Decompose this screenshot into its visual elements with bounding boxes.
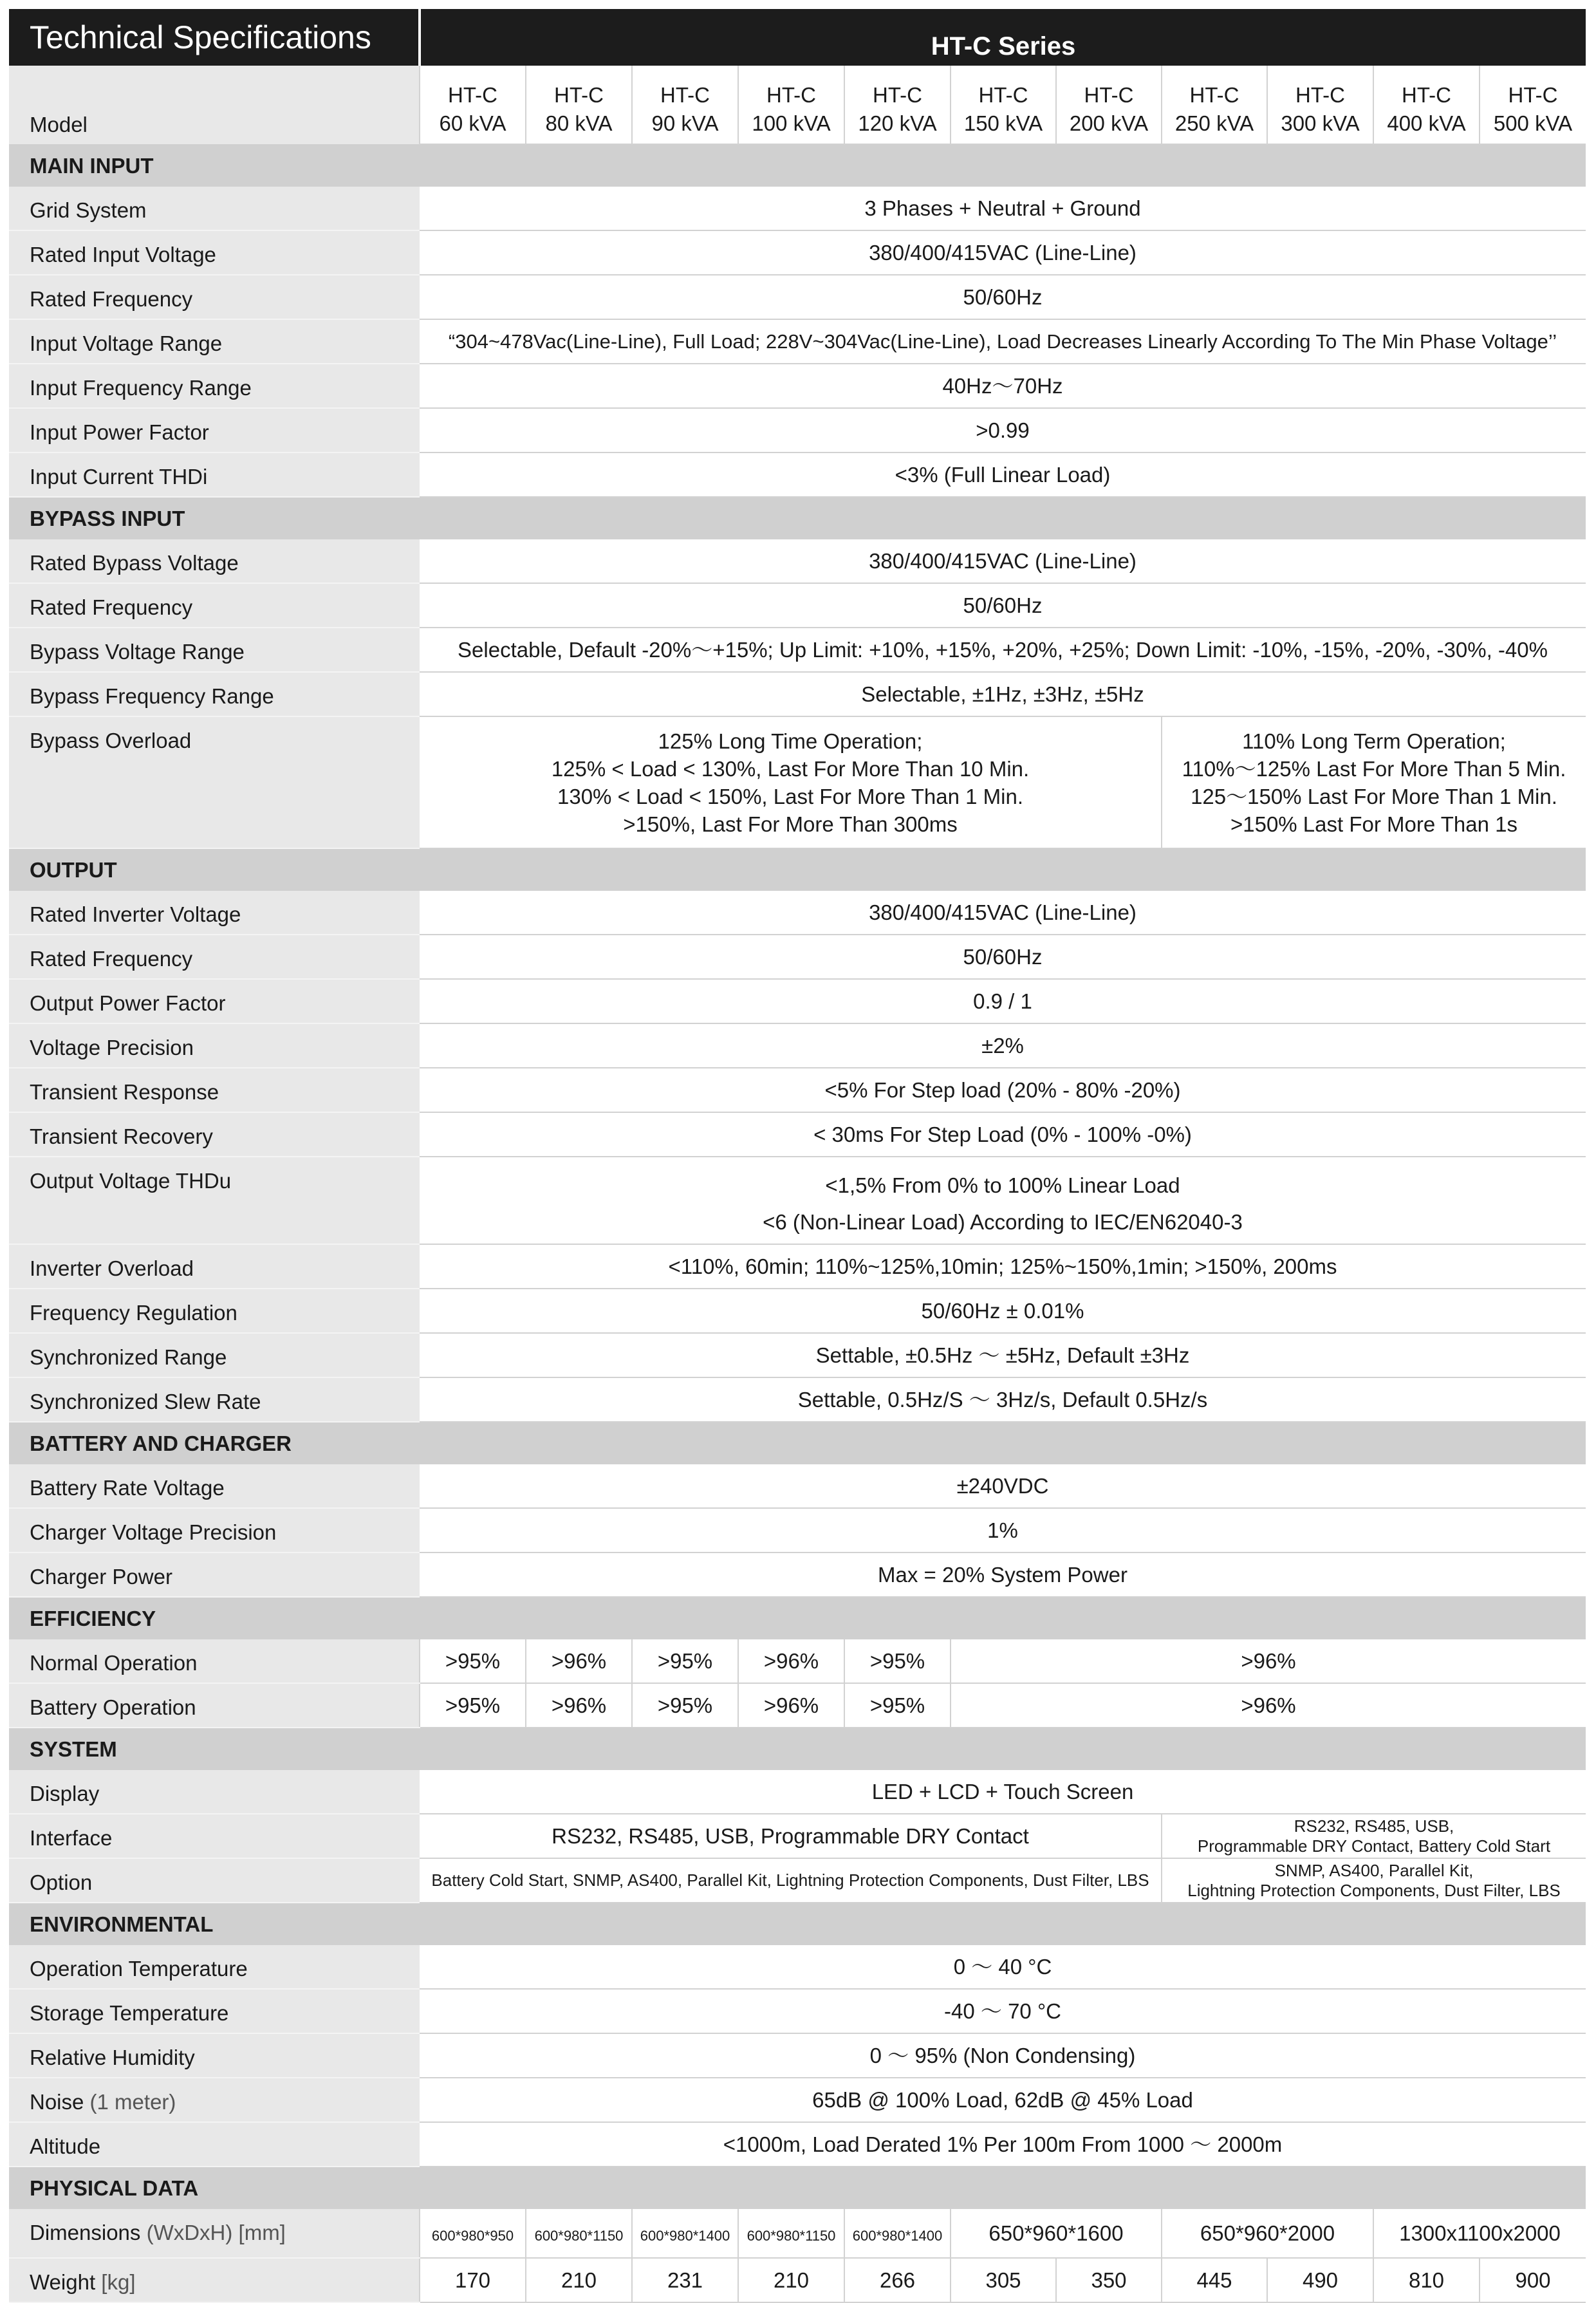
model-label: Model [9, 66, 420, 144]
row-label: Rated Frequency [9, 275, 420, 319]
weight-label: Weight [30, 2270, 96, 2294]
weight-value: 231 [632, 2258, 738, 2302]
row-label: Input Power Factor [9, 408, 420, 452]
section-heading-efficiency: EFFICIENCY [9, 1597, 1586, 1639]
series-title: HT-C Series [420, 9, 1586, 66]
model-header: HT-C 60 kVA [420, 66, 526, 144]
row-value: Settable, 0.5Hz/S 〜 3Hz/s, Default 0.5Hz/s [420, 1377, 1586, 1422]
row-label: Transient Response [9, 1068, 420, 1112]
row-label: Frequency Regulation [9, 1289, 420, 1333]
model-header: HT-C 80 kVA [526, 66, 632, 144]
dimension-value: 650*960*2000 [1162, 2209, 1373, 2258]
row-label: Rated Frequency [9, 935, 420, 979]
dimension-value: 600*980*950 [420, 2209, 526, 2258]
row-label: Input Current THDi [9, 452, 420, 497]
row-value: Settable, ±0.5Hz 〜 ±5Hz, Default ±3Hz [420, 1333, 1586, 1377]
row-value: <1000m, Load Derated 1% Per 100m From 1000 〜 2000m [420, 2122, 1586, 2167]
page-title: Technical Specifications [9, 9, 420, 66]
row-value: “304~478Vac(Line-Line), Full Load; 228V~304Vac(Line-Line), Load Decreases Linearly According To The Min Phase Voltage’’ [420, 319, 1586, 364]
section-heading-output: OUTPUT [9, 848, 1586, 891]
efficiency-value: >96% [951, 1683, 1586, 1728]
row-label: Input Voltage Range [9, 319, 420, 364]
row-label: Charger Power [9, 1552, 420, 1597]
row-label: Rated Input Voltage [9, 230, 420, 275]
efficiency-value: >95% [632, 1639, 738, 1683]
efficiency-value: >96% [526, 1683, 632, 1728]
row-value: 40Hz〜70Hz [420, 364, 1586, 408]
spec-table [9, 9, 1586, 2303]
row-label: Synchronized Slew Rate [9, 1377, 420, 1422]
model-header: HT-C 200 kVA [1056, 66, 1162, 144]
efficiency-value: >96% [738, 1639, 844, 1683]
weight-label-note: [kg] [101, 2270, 136, 2294]
row-value: 380/400/415VAC (Line-Line) [420, 230, 1586, 275]
row-label: Transient Recovery [9, 1112, 420, 1157]
model-header: HT-C 300 kVA [1267, 66, 1373, 144]
section-heading-battery: BATTERY AND CHARGER [9, 1422, 1586, 1464]
row-value: 380/400/415VAC (Line-Line) [420, 539, 1586, 583]
row-label [9, 2258, 420, 2302]
row-label: Storage Temperature [9, 1989, 420, 2033]
row-value: 0.9 / 1 [420, 979, 1586, 1023]
dimension-value: 1300x1100x2000 [1373, 2209, 1586, 2258]
model-header: HT-C 100 kVA [738, 66, 844, 144]
bypass-overload-left: 125% Long Time Operation; 125% < Load < 130%, Last For More Than 10 Min. 130% < Load < 150%, Last For More Than 1 Min. >150%, Last For More Than 300ms [420, 716, 1162, 848]
weight-value: 810 [1373, 2258, 1480, 2302]
row-value: 0 〜 95% (Non Condensing) [420, 2033, 1586, 2078]
efficiency-value: >96% [738, 1683, 844, 1728]
weight-value: 266 [844, 2258, 951, 2302]
row-label: Bypass Voltage Range [9, 628, 420, 672]
row-label: Battery Rate Voltage [9, 1464, 420, 1508]
row-label: Interface [9, 1814, 420, 1858]
row-value: ±2% [420, 1023, 1586, 1068]
section-heading-environmental: ENVIRONMENTAL [9, 1903, 1586, 1945]
row-label: Normal Operation [9, 1639, 420, 1683]
row-value: Selectable, ±1Hz, ±3Hz, ±5Hz [420, 672, 1586, 716]
section-heading-system: SYSTEM [9, 1728, 1586, 1770]
row-label: Rated Inverter Voltage [9, 891, 420, 935]
efficiency-value: >95% [844, 1683, 951, 1728]
row-value: 65dB @ 100% Load, 62dB @ 45% Load [420, 2078, 1586, 2122]
dimension-value: 600*980*1400 [844, 2209, 951, 2258]
dimension-value: 600*980*1400 [632, 2209, 738, 2258]
model-header: HT-C 120 kVA [844, 66, 951, 144]
row-value: ±240VDC [420, 1464, 1586, 1508]
efficiency-value: >95% [420, 1639, 526, 1683]
weight-value: 350 [1056, 2258, 1162, 2302]
model-header: HT-C 400 kVA [1373, 66, 1480, 144]
row-label: Rated Bypass Voltage [9, 539, 420, 583]
row-value-right: RS232, RS485, USB, Programmable DRY Contact, Battery Cold Start [1162, 1814, 1586, 1858]
weight-value: 210 [526, 2258, 632, 2302]
row-label: Input Frequency Range [9, 364, 420, 408]
row-label: Operation Temperature [9, 1945, 420, 1989]
row-label: Voltage Precision [9, 1023, 420, 1068]
row-label: Altitude [9, 2122, 420, 2167]
efficiency-value: >95% [844, 1639, 951, 1683]
row-label: Bypass Overload [9, 716, 420, 848]
weight-value: 305 [951, 2258, 1056, 2302]
row-value: 50/60Hz ± 0.01% [420, 1289, 1586, 1333]
row-label: Synchronized Range [9, 1333, 420, 1377]
row-label: Grid System [9, 187, 420, 230]
row-label: Option [9, 1858, 420, 1903]
model-header: HT-C 500 kVA [1480, 66, 1586, 144]
row-value: Selectable, Default -20%〜+15%; Up Limit: +10%, +15%, +20%, +25%; Down Limit: -10%, -15%, -20%, -30%, -40% [420, 628, 1586, 672]
row-value: 50/60Hz [420, 275, 1586, 319]
efficiency-value: >95% [420, 1683, 526, 1728]
row-label [9, 2078, 420, 2122]
model-header: HT-C 90 kVA [632, 66, 738, 144]
model-header: HT-C 250 kVA [1162, 66, 1267, 144]
model-header: HT-C 150 kVA [951, 66, 1056, 144]
row-value: <1,5% From 0% to 100% Linear Load <6 (Non-Linear Load) According to IEC/EN62040-3 [420, 1157, 1586, 1244]
row-value: Max = 20% System Power [420, 1552, 1586, 1597]
noise-label: Noise [30, 2090, 84, 2114]
row-label: Charger Voltage Precision [9, 1508, 420, 1552]
noise-label-note: (1 meter) [89, 2090, 176, 2114]
row-value: <110%, 60min; 110%~125%,10min; 125%~150%,1min; >150%, 200ms [420, 1244, 1586, 1289]
row-value: 50/60Hz [420, 935, 1586, 979]
efficiency-value: >96% [951, 1639, 1586, 1683]
weight-value: 490 [1267, 2258, 1373, 2302]
row-value: <3% (Full Linear Load) [420, 452, 1586, 497]
row-value: -40 〜 70 °C [420, 1989, 1586, 2033]
dimension-value: 600*980*1150 [738, 2209, 844, 2258]
dimensions-label-note: (WxDxH) [mm] [146, 2221, 286, 2244]
efficiency-value: >95% [632, 1683, 738, 1728]
row-value: 380/400/415VAC (Line-Line) [420, 891, 1586, 935]
section-heading-physical: PHYSICAL DATA [9, 2167, 1586, 2209]
weight-value: 445 [1162, 2258, 1267, 2302]
bypass-overload-right: 110% Long Term Operation; 110%〜125% Last For More Than 5 Min. 125〜150% Last For More Than 1 Min. >150% Last For More Than 1s [1162, 716, 1586, 848]
section-heading-main-input: MAIN INPUT [9, 144, 1586, 187]
row-label: Relative Humidity [9, 2033, 420, 2078]
row-value: LED + LCD + Touch Screen [420, 1770, 1586, 1814]
row-value: >0.99 [420, 408, 1586, 452]
row-label: Bypass Frequency Range [9, 672, 420, 716]
row-label: Rated Frequency [9, 583, 420, 628]
dimension-value: 600*980*1150 [526, 2209, 632, 2258]
row-value-right: SNMP, AS400, Parallel Kit, Lightning Protection Components, Dust Filter, LBS [1162, 1858, 1586, 1903]
row-value: RS232, RS485, USB, Programmable DRY Contact [420, 1814, 1162, 1858]
row-value: 3 Phases + Neutral + Ground [420, 187, 1586, 230]
row-value: Battery Cold Start, SNMP, AS400, Parallel Kit, Lightning Protection Components, Dust Filter, LBS [420, 1858, 1162, 1903]
row-value: 1% [420, 1508, 1586, 1552]
row-label: Display [9, 1770, 420, 1814]
row-value: <5% For Step load (20% - 80% -20%) [420, 1068, 1586, 1112]
row-value: 0 〜 40 °C [420, 1945, 1586, 1989]
weight-value: 900 [1480, 2258, 1586, 2302]
row-label [9, 2209, 420, 2258]
spec-sheet [9, 9, 1586, 2303]
row-value: < 30ms For Step Load (0% - 100% -0%) [420, 1112, 1586, 1157]
row-label: Battery Operation [9, 1683, 420, 1728]
row-label: Output Power Factor [9, 979, 420, 1023]
row-label: Output Voltage THDu [9, 1157, 420, 1244]
dimensions-label: Dimensions [30, 2221, 141, 2244]
efficiency-value: >96% [526, 1639, 632, 1683]
section-heading-bypass-input: BYPASS INPUT [9, 497, 1586, 539]
row-label: Inverter Overload [9, 1244, 420, 1289]
weight-value: 170 [420, 2258, 526, 2302]
weight-value: 210 [738, 2258, 844, 2302]
dimension-value: 650*960*1600 [951, 2209, 1162, 2258]
row-value: 50/60Hz [420, 583, 1586, 628]
